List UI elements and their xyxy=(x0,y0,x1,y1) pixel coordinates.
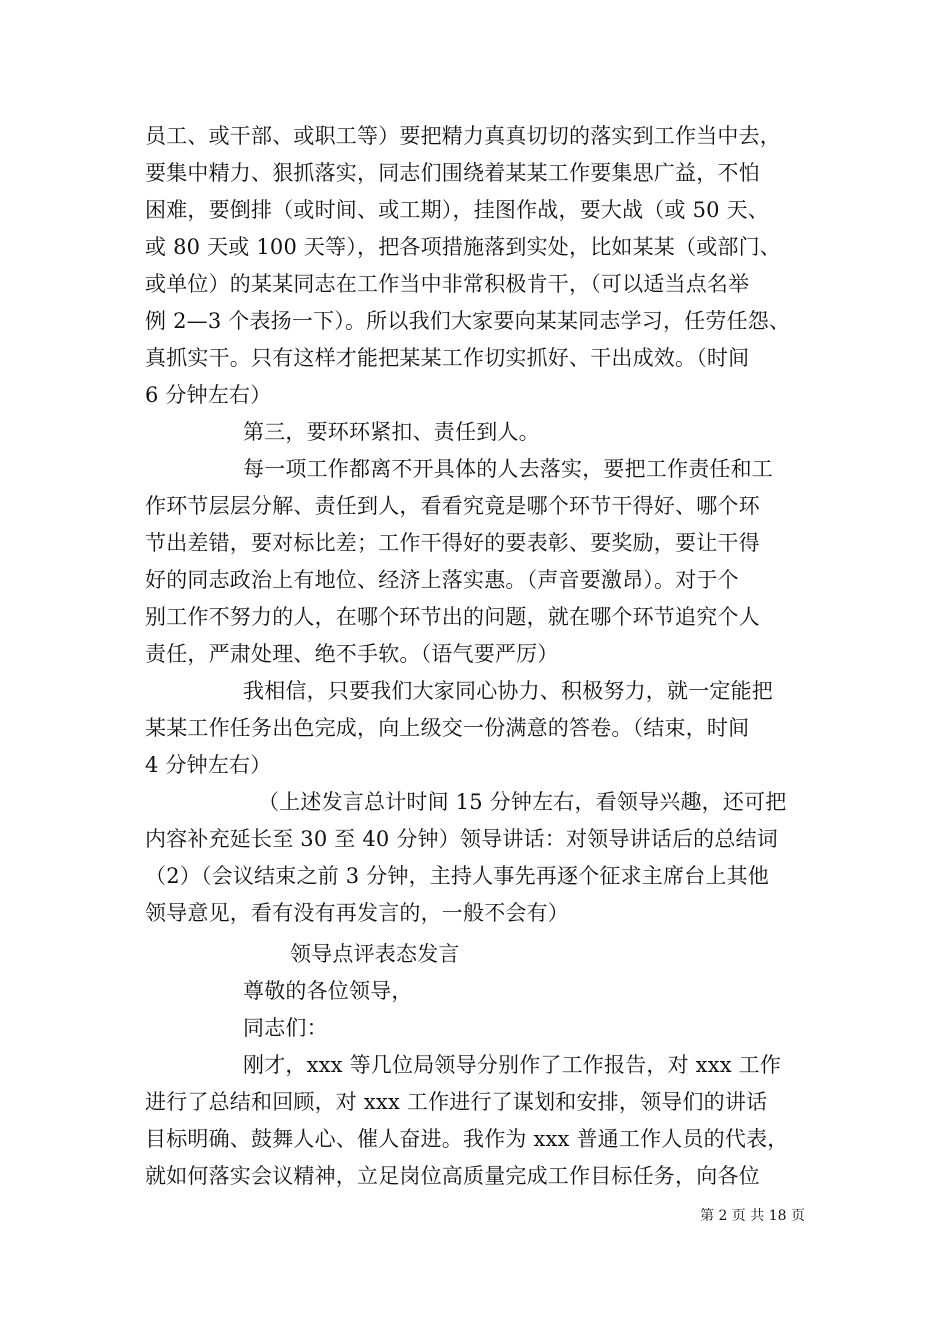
text-line: 真抓实干。只有这样才能把某某工作切实抓好、干出成效。（时间 xyxy=(145,346,750,370)
text-line: 责任，严肃处理、绝不手软。（语气要严厉） xyxy=(145,642,559,666)
text-line: 别工作不努力的人，在哪个环节出的问题，就在哪个环节追究个人 xyxy=(145,605,760,629)
text-line: （上述发言总计时间 15 分钟左右，看领导兴趣，还可把 xyxy=(258,790,787,814)
text-line: 目标明确、鼓舞人心、催人奋进。我作为 xxx 普通工作人员的代表， xyxy=(145,1127,789,1151)
text-line: 我相信，只要我们大家同心协力、积极努力，就一定能把 xyxy=(243,679,773,703)
text-line: 6 分钟左右） xyxy=(145,383,272,407)
text-line: 每一项工作都离不开具体的人去落实，要把工作责任和工 xyxy=(243,457,773,481)
text-line: 或单位）的某某同志在工作当中非常积极肯干，（可以适当点名举 xyxy=(145,272,750,296)
text-line: 内容补充延长至 30 至 40 分钟）领导讲话：对领导讲话后的总结词 xyxy=(145,827,778,851)
text-line: 刚才，xxx 等几位局领导分别作了工作报告，对 xxx 工作 xyxy=(243,1053,782,1077)
text-line: 困难，要倒排（或时间、或工期），挂图作战，要大战（或 50 天、 xyxy=(145,198,769,222)
salutation: 同志们： xyxy=(243,1016,328,1040)
text-line: 进行了总结和回顾，对 xxx 工作进行了谋划和安排，领导们的讲话 xyxy=(145,1090,768,1114)
text-line: 就如何落实会议精神，立足岗位高质量完成工作目标任务，向各位 xyxy=(145,1164,760,1188)
text-line: 例 2—3 个表扬一下）。所以我们大家要向某某同志学习，任劳任怨、 xyxy=(145,309,791,333)
text-line: 或 80 天或 100 天等），把各项措施落到实处，比如某某（或部门、 xyxy=(145,235,782,259)
section-heading: 第三，要环环紧扣、责任到人。 xyxy=(243,420,540,444)
text-line: 要集中精力、狠抓落实，同志们围绕着某某工作要集思广益，不怕 xyxy=(145,161,760,185)
text-line: 员工、或干部、或职工等）要把精力真真切切的落实到工作当中去， xyxy=(145,124,781,148)
text-line: 某某工作任务出色完成，向上级交一份满意的答卷。（结束，时间 xyxy=(145,716,750,740)
text-line: 节出差错，要对标比差；工作干得好的要表彰、要奖励，要让干得 xyxy=(145,531,760,555)
page-number-footer: 第 2 页 共 18 页 xyxy=(700,1208,805,1224)
salutation: 尊敬的各位领导， xyxy=(243,979,413,1003)
text-line: 领导意见，看有没有再发言的，一般不会有） xyxy=(145,901,569,925)
text-line: （2）（会议结束之前 3 分钟，主持人事先再逐个征求主席台上其他 xyxy=(145,864,769,888)
text-line: 好的同志政治上有地位、经济上落实惠。（声音要激昂）。对于个 xyxy=(145,568,739,592)
text-line: 4 分钟左右） xyxy=(145,753,272,777)
speech-title: 领导点评表态发言 xyxy=(290,942,460,966)
text-line: 作环节层层分解、责任到人，看看究竟是哪个环节干得好、哪个环 xyxy=(145,494,760,518)
